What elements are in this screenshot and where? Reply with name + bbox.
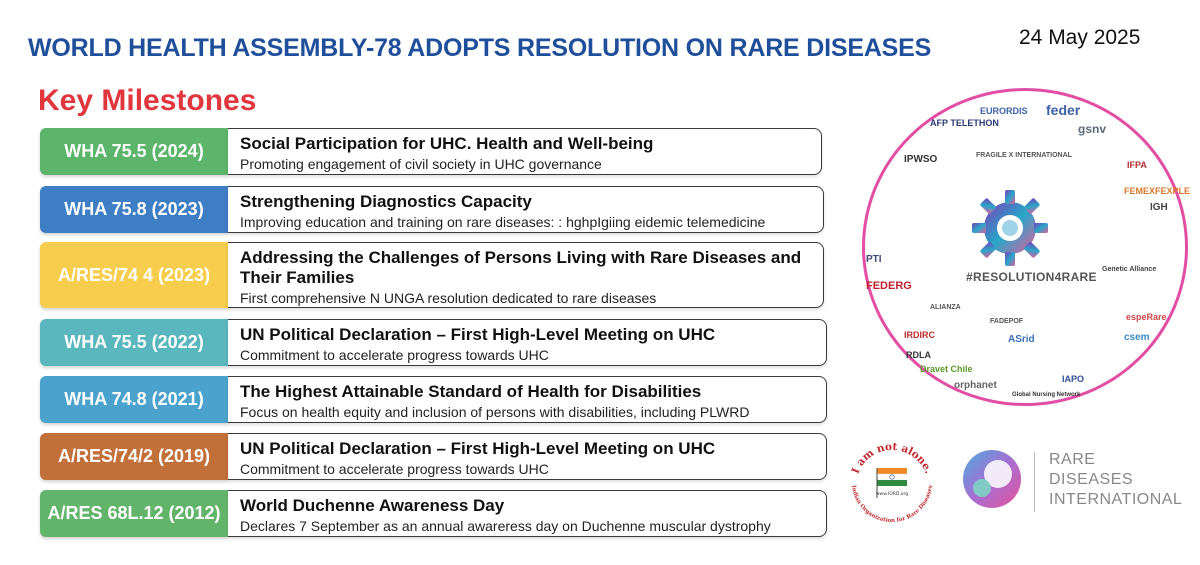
partner-org-label: IRDIRC — [904, 330, 935, 340]
milestone-description: Promoting engagement of civil society in UHC governance — [240, 156, 602, 172]
milestone-title: UN Political Declaration – First High-Level Meeting on UHC — [240, 439, 716, 458]
partner-org-label: feder — [1046, 102, 1081, 118]
partner-org-label: IGH — [1150, 202, 1168, 213]
partner-org-label: Global Nursing Network — [1012, 392, 1081, 398]
partner-org-label: IFPA — [1127, 160, 1147, 170]
partner-org-label: Genetic Alliance — [1102, 266, 1157, 273]
milestone-card — [228, 242, 824, 308]
key-milestones-title: Key Milestones — [38, 84, 257, 117]
milestone-row — [40, 186, 824, 233]
rdi-divider — [1034, 452, 1035, 512]
rdi-wordmark — [1049, 450, 1182, 510]
milestone-badge: A/RES 68L.12 (2012) — [40, 490, 228, 537]
partner-org-label: EURORDIS — [980, 106, 1028, 116]
rdi-word: RARE — [1049, 451, 1096, 468]
milestone-title: Strengthening Diagnostics Capacity — [240, 192, 532, 211]
milestone-row — [40, 490, 827, 537]
milestone-title: Addressing the Challenges of Persons Living with Rare Diseases and Their Families — [240, 248, 802, 287]
milestone-title: UN Political Declaration – First High-Level Meeting on UHC — [240, 325, 716, 344]
gear-logo-icon — [968, 186, 1052, 270]
partner-org-label: espeRare — [1126, 312, 1167, 322]
milestone-row — [40, 242, 824, 308]
milestone-badge: A/RES/74/2 (2019) — [40, 433, 228, 480]
milestone-badge: A/RES/74 4 (2023) — [40, 242, 228, 308]
milestone-row — [40, 128, 822, 175]
resolution-hashtag: #RESOLUTION4RARE — [966, 270, 1097, 284]
partner-org-label: Dravet Chile — [920, 364, 973, 374]
partner-org-label: csem — [1124, 332, 1150, 343]
ian-website: www.IORD.org — [875, 492, 909, 497]
partner-org-label: AFP TELETHON — [930, 118, 999, 128]
milestone-row — [40, 433, 827, 480]
milestone-badge: WHA 75.5 (2022) — [40, 319, 228, 366]
milestone-card — [228, 186, 824, 233]
partner-org-label: FADEPOF — [990, 318, 1024, 325]
milestone-card — [228, 490, 827, 537]
milestone-description: Commitment to accelerate progress towards UHC — [240, 347, 549, 363]
milestone-badge: WHA 74.8 (2021) — [40, 376, 228, 423]
partner-org-label: RDLA — [906, 350, 931, 360]
milestone-row — [40, 376, 827, 423]
ian-tagline: I am not alone. — [849, 440, 935, 476]
milestone-title: The Highest Attainable Standard of Health for Disabilities — [240, 382, 702, 401]
partner-org-label: IAPO — [1062, 374, 1085, 384]
milestone-description: First comprehensive N UNGA resolution dedicated to rare diseases — [240, 290, 657, 306]
rdi-logo-icon — [960, 448, 1024, 510]
page-headline: WORLD HEALTH ASSEMBLY-78 ADOPTS RESOLUTION ON RARE DISEASES — [28, 34, 932, 62]
rdi-word: INTERNATIONAL — [1049, 491, 1183, 508]
milestone-card — [228, 319, 827, 366]
svg-text:Indian Organization for Rare D — [850, 485, 934, 524]
partner-org-label: PTI — [866, 254, 882, 265]
partner-org-label: FEDERG — [866, 280, 912, 292]
milestone-title: World Duchenne Awareness Day — [240, 496, 505, 515]
partner-org-label: gsnv — [1078, 122, 1107, 136]
partner-org-label: FEMEXFEXPLE — [1124, 186, 1191, 196]
milestone-card — [228, 433, 827, 480]
milestone-card — [228, 376, 827, 423]
milestone-description: Focus on health equity and inclusion of persons with disabilities, including PLWRD — [240, 404, 750, 420]
partner-org-label: FRAGILE X INTERNATIONAL — [976, 152, 1072, 159]
milestone-description: Commitment to accelerate progress towards UHC — [240, 461, 549, 477]
milestone-row — [40, 319, 827, 366]
milestone-description: Declares 7 September as an annual awareress day on Duchenne muscular dystrophy — [240, 518, 771, 534]
milestone-card — [228, 128, 822, 175]
ian-org-name: Indian Organization for Rare Diseases — [850, 484, 934, 525]
milestone-title: Social Participation for UHC. Health and Well-being — [240, 134, 654, 153]
partner-org-label: ASrid — [1008, 334, 1035, 345]
rdi-word: DISEASES — [1049, 471, 1134, 488]
publication-date: 24 May 2025 — [1019, 26, 1141, 49]
partner-org-label: IPWSO — [904, 154, 938, 165]
milestone-description: Improving education and training on rare diseases: : hghpIgiing eidemic telemedicine — [240, 214, 766, 230]
milestone-badge: WHA 75.8 (2023) — [40, 186, 228, 233]
indian-org-rare-diseases-logo — [844, 432, 940, 528]
partner-org-label: orphanet — [954, 380, 997, 391]
partner-org-label: ALIANZA — [930, 304, 961, 311]
milestone-badge: WHA 75.5 (2024) — [40, 128, 228, 175]
